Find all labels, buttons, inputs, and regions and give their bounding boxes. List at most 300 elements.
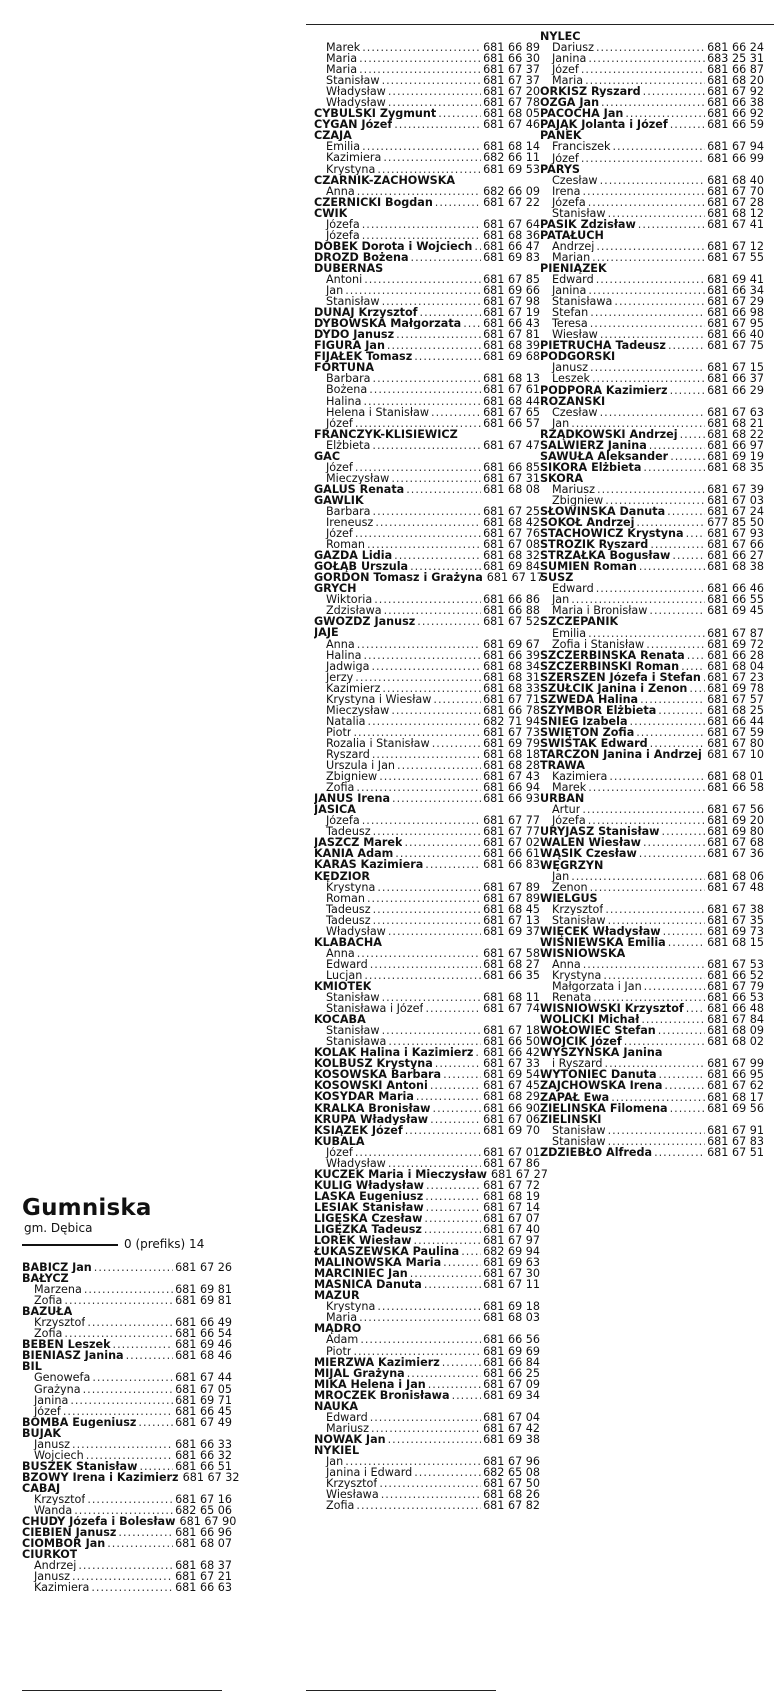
entry-name: Zenon xyxy=(552,881,588,893)
phone-number: 681 67 66 xyxy=(707,538,764,552)
entry-name: Małgorzata i Jan xyxy=(552,981,642,993)
dot-leader xyxy=(87,1494,173,1505)
dot-leader xyxy=(373,904,481,915)
entry-name: JASICA xyxy=(314,804,356,816)
phone-number: 681 69 70 xyxy=(483,1123,540,1137)
dot-leader xyxy=(391,705,481,716)
dot-leader xyxy=(425,1191,481,1202)
entry-name: FIGURA Jan xyxy=(314,340,385,352)
phone-number: 681 67 79 xyxy=(707,980,764,994)
phone-number: 681 67 36 xyxy=(707,847,764,861)
entry-name: WIŚNIOWSKI Krzysztof xyxy=(540,1003,684,1015)
entry-name: Anna xyxy=(326,185,355,197)
dot-leader xyxy=(425,859,481,870)
phone-number: 681 69 66 xyxy=(483,284,540,298)
entry-name: PACOCHA Jan xyxy=(540,108,624,120)
entry-name: KANIA Adam xyxy=(314,848,394,860)
dot-leader xyxy=(72,1439,173,1450)
dot-leader xyxy=(86,1450,173,1461)
phone-number: 681 67 23 xyxy=(707,670,764,684)
dot-leader xyxy=(425,1003,481,1014)
phone-number: 681 67 47 xyxy=(483,438,540,452)
entry-name: BIL xyxy=(22,1361,42,1373)
dot-leader xyxy=(78,1560,173,1571)
dot-leader xyxy=(581,153,705,164)
dot-leader xyxy=(571,418,705,429)
entry-name: Czesław xyxy=(552,406,598,418)
dot-leader xyxy=(588,53,705,64)
dot-leader xyxy=(474,241,481,252)
entry-name: Zofia xyxy=(326,782,355,794)
phone-number: 681 67 45 xyxy=(483,1079,540,1093)
dot-leader xyxy=(689,683,705,694)
dot-leader xyxy=(355,462,481,473)
entry-name: Mieczysław xyxy=(326,704,390,716)
phone-number: 681 66 78 xyxy=(483,703,540,717)
listing-entry xyxy=(314,384,540,395)
phone-number: 681 67 02 xyxy=(483,836,540,850)
phone-number: 681 67 51 xyxy=(707,1145,764,1159)
phone-number: 681 67 65 xyxy=(483,405,540,419)
entry-name: PATAŁUCH xyxy=(540,229,604,241)
dot-leader xyxy=(650,539,705,550)
entry-name: CABAJ xyxy=(22,1482,61,1494)
phone-number: 681 66 56 xyxy=(483,1333,540,1347)
entry-name: SŁOWIŃSKA Danuta xyxy=(540,506,666,518)
phone-number: 681 66 94 xyxy=(483,781,540,795)
dot-leader xyxy=(388,1434,481,1445)
dot-leader xyxy=(372,749,481,760)
listing-entry xyxy=(314,661,540,672)
entry-name: Krzysztof xyxy=(34,1493,86,1506)
phone-number: 681 69 46 xyxy=(175,1338,232,1352)
phone-number: 681 69 37 xyxy=(483,924,540,938)
entry-name: Kazimierz xyxy=(326,682,381,694)
phone-number: 681 69 54 xyxy=(483,1068,540,1082)
phone-number: 681 66 54 xyxy=(175,1327,232,1341)
entry-name: Czesław xyxy=(552,174,598,186)
entry-name: SZUŁCIK Janina i Zenon xyxy=(540,682,688,694)
dot-leader xyxy=(345,1456,481,1467)
dot-leader xyxy=(64,1295,173,1306)
dot-leader xyxy=(72,1571,173,1582)
dot-leader xyxy=(650,738,705,749)
entry-name: Kazimiera xyxy=(326,152,382,164)
phone-number: 681 69 56 xyxy=(707,1101,764,1115)
entry-name: Wiktoria xyxy=(326,594,373,606)
dot-leader xyxy=(686,1003,705,1014)
dot-leader xyxy=(356,1500,481,1511)
entry-name: ŚNIEG Izabela xyxy=(540,715,628,727)
listing-entry xyxy=(314,119,540,130)
phone-number: 681 66 46 xyxy=(707,582,764,596)
phone-number: 681 67 90 xyxy=(179,1515,237,1529)
phone-number: 681 69 81 xyxy=(175,1294,232,1308)
phone-number: 681 68 28 xyxy=(483,759,540,773)
dot-leader xyxy=(581,64,705,75)
entry-name: Stanisław xyxy=(552,1124,606,1136)
entry-name: SIKORA Elżbieta xyxy=(540,461,642,473)
entry-name: LASKA Eugeniusz xyxy=(314,1190,424,1202)
dot-leader xyxy=(603,970,705,981)
dot-leader xyxy=(362,141,481,152)
entry-name: Jerzy xyxy=(326,671,354,683)
phone-number: 681 67 73 xyxy=(483,725,540,739)
entry-name: DUBERNAS xyxy=(314,262,384,274)
entry-name: GALUS Renata xyxy=(314,483,405,495)
entry-name: Janina i Edward xyxy=(326,1467,413,1479)
dot-leader xyxy=(596,274,705,285)
phone-number: 681 67 28 xyxy=(707,195,764,209)
dot-leader xyxy=(64,1328,173,1339)
listing-column-2 xyxy=(314,41,548,1513)
dot-leader xyxy=(368,716,482,727)
dot-leader xyxy=(426,1202,481,1213)
entry-name: KOSOWSKI Antoni xyxy=(314,1080,428,1092)
dot-leader xyxy=(139,1461,173,1472)
dot-leader xyxy=(649,605,705,616)
entry-name: Helena i Stanisław xyxy=(326,406,430,418)
listing-entry xyxy=(22,1417,232,1428)
dot-leader xyxy=(407,1368,481,1379)
entry-name: LESIAK Stanisław xyxy=(314,1201,424,1213)
dot-leader xyxy=(373,915,481,926)
dot-leader xyxy=(639,848,705,859)
phone-number: 681 67 09 xyxy=(483,1377,540,1391)
dot-leader xyxy=(83,1384,173,1395)
listing-entry xyxy=(314,252,540,263)
entry-name: PAJĄK Jolanta i Józef xyxy=(540,119,668,131)
entry-name: WIŚNIEWSKA Emilia xyxy=(540,936,666,948)
phone-number: 681 67 58 xyxy=(483,946,540,960)
dot-leader xyxy=(374,594,481,605)
entry-name: SZCZERBIŃSKA Renata xyxy=(540,649,685,661)
dot-leader xyxy=(359,1312,481,1323)
dot-leader xyxy=(353,1346,481,1357)
phone-number: 681 67 89 xyxy=(483,891,540,905)
entry-name: CZERNICKI Bogdan xyxy=(314,196,433,208)
dot-leader xyxy=(646,639,705,650)
dot-leader xyxy=(596,42,705,53)
dot-leader xyxy=(663,926,705,937)
dot-leader xyxy=(367,539,481,550)
entry-name: KMIOTEK xyxy=(314,980,372,993)
entry-name: Krystyna i Wiesław xyxy=(326,693,432,705)
entry-name: Stefan xyxy=(552,307,589,319)
entry-name: Maria i Bronisław xyxy=(552,605,648,617)
phone-number: 681 66 28 xyxy=(707,648,764,662)
phone-number: 681 69 19 xyxy=(707,449,764,463)
entry-name: DUNAJ Krzysztof xyxy=(314,307,418,319)
entry-name: Halina xyxy=(326,649,362,661)
listing-entry xyxy=(314,1125,540,1136)
phone-number: 681 67 15 xyxy=(707,361,764,375)
listing-entry xyxy=(540,1092,764,1103)
entry-name: Jan xyxy=(326,1456,344,1468)
dot-leader xyxy=(363,650,481,661)
dot-leader xyxy=(609,771,705,782)
dot-leader xyxy=(377,1301,481,1312)
listing-entry xyxy=(540,882,764,893)
entry-name: OZGA Jan xyxy=(540,97,600,109)
dot-leader xyxy=(643,462,705,473)
phone-number: 681 69 41 xyxy=(707,273,764,287)
dot-leader xyxy=(670,385,706,396)
dot-leader xyxy=(362,42,481,53)
dot-leader xyxy=(364,274,481,285)
listing-entry xyxy=(540,848,764,859)
dot-leader xyxy=(357,948,481,959)
dot-leader xyxy=(394,550,481,561)
listing-column-1 xyxy=(22,1261,240,1595)
phone-number: 681 67 37 xyxy=(483,74,540,88)
dot-leader xyxy=(662,826,706,837)
entry-name: Urszula i Jan xyxy=(326,760,396,772)
dot-leader xyxy=(91,1582,173,1593)
dot-leader xyxy=(681,661,705,672)
phone-number: 681 68 01 xyxy=(707,770,764,784)
phone-number: 681 68 27 xyxy=(483,957,540,971)
phone-number: 681 68 38 xyxy=(707,560,764,574)
dot-leader xyxy=(475,1047,481,1058)
phone-number: 681 67 82 xyxy=(483,1499,540,1513)
listing-entry xyxy=(314,650,540,661)
phone-number: 681 67 19 xyxy=(483,306,540,320)
phone-number: 681 67 92 xyxy=(707,85,764,99)
dot-leader xyxy=(394,119,481,130)
entry-name: BOMBA Eugeniusz xyxy=(22,1416,137,1428)
dot-leader xyxy=(597,484,705,495)
dot-leader xyxy=(639,561,705,572)
top-rule xyxy=(306,24,774,25)
entry-name: Jan xyxy=(552,870,570,882)
dot-leader xyxy=(362,230,481,241)
entry-name: KOLAK Halina i Kazimierz xyxy=(314,1047,474,1059)
entry-name: Stanisław xyxy=(326,296,380,308)
phone-number: 681 66 44 xyxy=(707,714,764,728)
dot-leader xyxy=(367,893,481,904)
listing-entry xyxy=(540,1080,764,1091)
listing-entry xyxy=(22,1372,232,1383)
entry-name: NYKIEL xyxy=(314,1444,360,1456)
entry-name: Wiesław xyxy=(552,329,598,341)
entry-name: CHUDY Józefa i Bolesław xyxy=(22,1516,176,1528)
entry-name: Anna xyxy=(326,638,355,650)
phone-number: 681 66 98 xyxy=(707,306,764,320)
dot-leader xyxy=(396,329,481,340)
dot-leader xyxy=(414,1467,481,1478)
entry-name: Marian xyxy=(552,251,591,263)
entry-name: CIURKOT xyxy=(22,1549,78,1561)
entry-name: Józefa xyxy=(552,815,586,827)
dot-leader xyxy=(614,296,705,307)
phone-number: 681 68 21 xyxy=(707,416,764,430)
dot-leader xyxy=(643,837,705,848)
listing-entry xyxy=(540,119,764,130)
prefix-label: 0 (prefiks) 14 xyxy=(124,1237,205,1251)
listing-entry xyxy=(314,859,540,870)
entry-name: ŻDZIEBŁO Alfreda xyxy=(540,1146,653,1158)
entry-name: KOSYDAR Maria xyxy=(314,1091,414,1103)
phone-number: 681 69 68 xyxy=(483,350,540,364)
entry-name: FRANCZYK-KLISIEWICZ xyxy=(314,428,458,440)
entry-name: Renata xyxy=(552,992,592,1004)
listing-entry xyxy=(22,1538,232,1549)
dot-leader xyxy=(582,804,705,815)
entry-name: Irena xyxy=(552,185,581,197)
entry-name: MIERZWA Kazimierz xyxy=(314,1356,440,1368)
entry-name: DYDO Janusz xyxy=(314,329,395,341)
listing-entry xyxy=(540,1036,764,1047)
phone-number: 681 67 35 xyxy=(707,913,764,927)
entry-name: BAŁYCZ xyxy=(22,1273,69,1285)
phone-number: 681 66 40 xyxy=(707,328,764,342)
dot-leader xyxy=(590,362,705,373)
listing-entry xyxy=(314,407,540,418)
dot-leader xyxy=(654,1147,705,1158)
phone-number: 681 67 48 xyxy=(707,880,764,894)
dot-leader xyxy=(388,926,481,937)
phone-number: 681 67 72 xyxy=(483,1178,540,1192)
entry-name: Marzena xyxy=(34,1284,82,1296)
dot-leader xyxy=(363,396,481,407)
phone-number: 681 67 22 xyxy=(483,195,540,209)
phone-number: 681 66 27 xyxy=(707,549,764,563)
entry-name: Marek xyxy=(552,782,587,794)
listing-entry xyxy=(314,893,540,904)
dot-leader xyxy=(138,1417,173,1428)
entry-name: Józef xyxy=(326,1146,353,1158)
dot-leader xyxy=(630,716,706,727)
dot-leader xyxy=(443,1069,481,1080)
listing-entry xyxy=(314,1312,540,1323)
entry-name: MALINOWSKA Maria xyxy=(314,1257,442,1269)
dot-leader xyxy=(362,815,481,826)
dot-leader xyxy=(414,1235,482,1246)
phone-number: 681 68 39 xyxy=(483,339,540,353)
entry-name: BAZUŁA xyxy=(22,1306,73,1318)
entry-name: BABICZ Jan xyxy=(22,1262,92,1274)
entry-name: Janusz xyxy=(34,1438,71,1450)
listing-entry xyxy=(540,153,764,164)
entry-name: TRAWA xyxy=(540,760,585,772)
entry-name: Zbigniew xyxy=(552,494,604,507)
phone-number: 682 66 09 xyxy=(483,184,540,198)
dot-leader xyxy=(601,97,705,108)
dot-leader xyxy=(611,1092,705,1103)
dot-leader xyxy=(379,1478,481,1489)
entry-name: DROZD Bożena xyxy=(314,251,409,263)
dot-leader xyxy=(126,1350,173,1361)
phone-number: 681 67 03 xyxy=(707,493,764,507)
entry-name: JAJE xyxy=(314,627,339,639)
entry-name: Mariusz xyxy=(552,483,596,495)
dot-leader xyxy=(388,1036,481,1047)
phone-number: 681 68 42 xyxy=(483,516,540,530)
entry-name: Edward xyxy=(326,1411,368,1423)
entry-name: KOCABA xyxy=(314,1014,366,1026)
phone-number: 681 67 87 xyxy=(707,626,764,640)
phone-number: 681 66 30 xyxy=(483,52,540,66)
entry-name: WIELGUS xyxy=(540,892,598,904)
phone-number: 681 67 59 xyxy=(707,725,764,739)
phone-number: 681 67 86 xyxy=(483,1156,540,1170)
entry-name: Władysław xyxy=(326,1157,386,1169)
entry-name: Janina xyxy=(34,1394,69,1406)
phone-number: 681 67 18 xyxy=(483,1024,540,1038)
listing-entry xyxy=(540,860,764,871)
phone-number: 681 67 89 xyxy=(483,880,540,894)
dot-leader xyxy=(387,340,481,351)
phone-number: 681 67 13 xyxy=(483,913,540,927)
dot-leader xyxy=(625,108,705,119)
entry-name: Wanda xyxy=(34,1505,73,1517)
dot-leader xyxy=(395,848,481,859)
entry-name: Anna xyxy=(326,947,355,959)
entry-name: WIĘCEK Władysław xyxy=(540,925,661,937)
dot-leader xyxy=(461,1246,481,1257)
listing-entry xyxy=(314,152,540,163)
dot-leader xyxy=(588,285,705,296)
dot-leader xyxy=(392,793,481,804)
dot-leader xyxy=(649,440,705,451)
entry-name: Józefa xyxy=(326,218,360,230)
phone-number: 681 66 55 xyxy=(707,593,764,607)
entry-name: KLABACHA xyxy=(314,936,382,948)
phone-number: 681 67 97 xyxy=(483,1234,540,1248)
entry-name: KARAŚ Kazimiera xyxy=(314,859,424,871)
phone-number: 681 67 68 xyxy=(707,836,764,850)
phone-number: 681 67 99 xyxy=(707,1057,764,1071)
listing-entry xyxy=(314,1368,540,1379)
entry-name: WOLICKI Michał xyxy=(540,1014,640,1026)
phone-number: 681 67 41 xyxy=(707,217,764,231)
dot-leader xyxy=(636,727,705,738)
dot-leader xyxy=(590,882,705,893)
listing-entry xyxy=(540,396,764,407)
entry-name: WYTONIEC Danuta xyxy=(540,1069,657,1081)
phone-number: 681 66 24 xyxy=(707,41,764,55)
dot-leader xyxy=(388,86,481,97)
dot-leader xyxy=(593,992,705,1003)
phone-number: 681 68 35 xyxy=(707,460,764,474)
dot-leader xyxy=(362,219,481,230)
entry-name: Marek xyxy=(326,42,361,54)
entry-name: STACHOWICZ Krystyna xyxy=(540,528,684,540)
phone-number: 681 68 15 xyxy=(707,935,764,949)
entry-name: DOBEK Dorota i Wojciech xyxy=(314,240,473,252)
dot-leader xyxy=(592,252,705,263)
phone-number: 681 66 85 xyxy=(483,460,540,474)
entry-name: Janina xyxy=(552,285,587,297)
phone-number: 681 67 70 xyxy=(707,184,764,198)
phone-number: 681 67 12 xyxy=(707,239,764,253)
dot-leader xyxy=(63,1406,173,1417)
dot-leader xyxy=(118,1527,173,1538)
phone-number: 681 66 83 xyxy=(483,858,540,872)
dot-leader xyxy=(410,1268,481,1279)
phone-number: 681 69 73 xyxy=(707,924,764,938)
dot-leader xyxy=(703,672,705,683)
dot-leader xyxy=(605,904,705,915)
dot-leader xyxy=(371,661,481,672)
entry-name: Józefa xyxy=(552,196,586,208)
listing-entry xyxy=(314,484,540,495)
phone-number: 681 66 99 xyxy=(707,151,764,165)
dot-leader xyxy=(596,241,705,252)
dot-leader xyxy=(670,119,705,130)
entry-name: GAC xyxy=(314,450,341,462)
